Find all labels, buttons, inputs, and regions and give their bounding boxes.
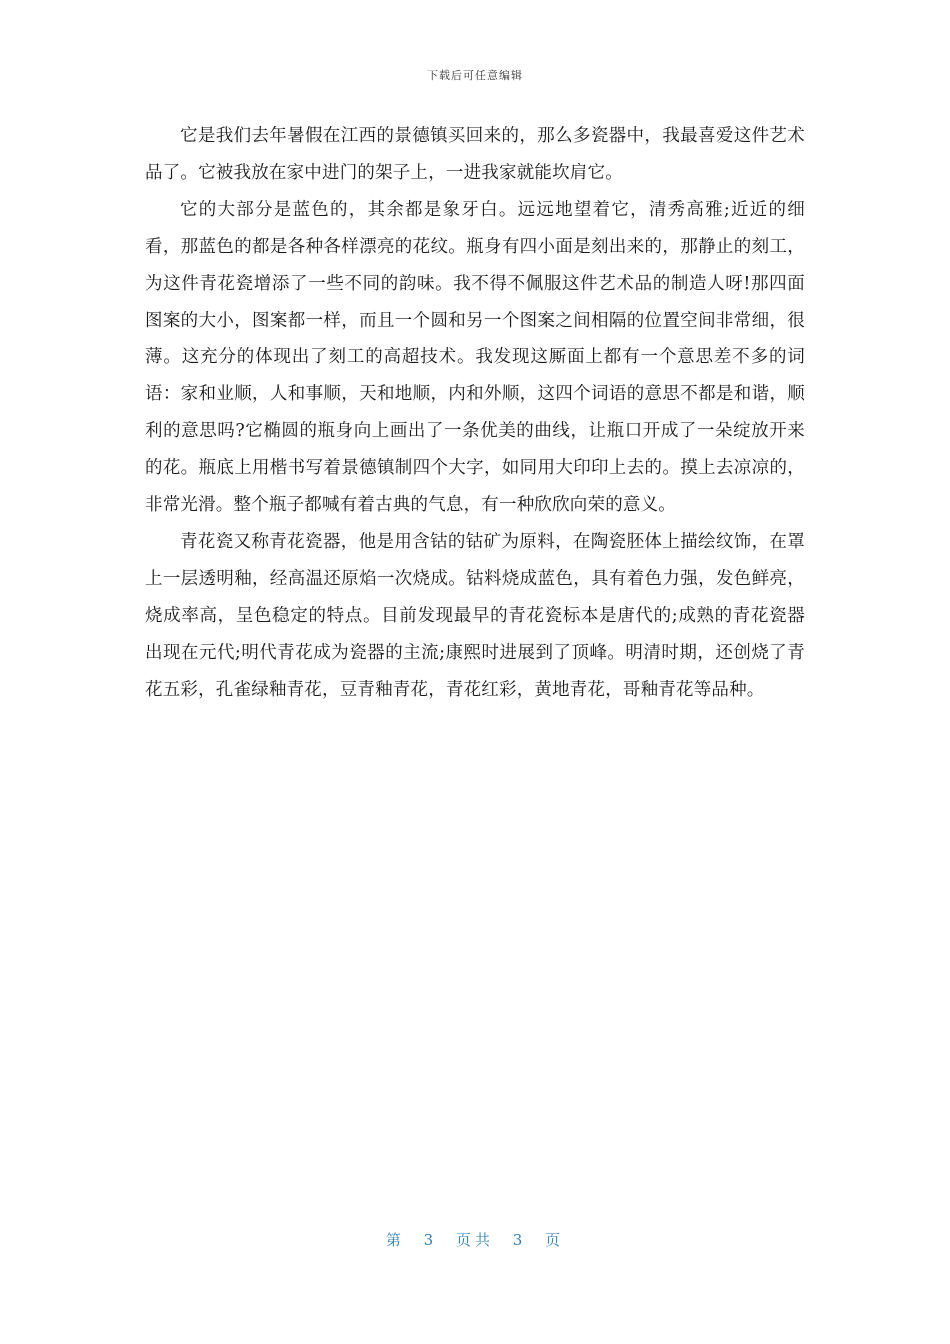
footer-total-pages: 3 <box>512 1231 527 1249</box>
footer-current-page: 3 <box>423 1231 438 1249</box>
footer-label-of: 页共 <box>455 1231 494 1249</box>
page-number-footer <box>0 1229 950 1250</box>
footer-label-end: 页 <box>545 1231 565 1249</box>
footer-label-page: 第 <box>385 1231 405 1249</box>
paragraph: 它的大部分是蓝色的，其余都是象牙白。远远地望着它，清秀高雅;近近的细看，那蓝色的都是各种各样漂亮的花纹。瓶身有四小面是刻出来的，那静止的刻工，为这件青花瓷增添了一些不同的韵味。我不得不佩服这件艺术品的制造人呀!那四面图案的大小，图案都一样，而且一个圆和另一个图案之间相隔的位置空间非常细，很薄。这充分的体现出了刻工的高超技术。我发现这厮面上都有一个意思差不多的词语：家和业顺，人和事顺，天和地顺，内和外顺，这四个词语的意思不都是和谐，顺利的意思吗?它椭圆的瓶身向上画出了一条优美的曲线，让瓶口开成了一朵绽放开来的花。瓶底上用楷书写着景德镇制四个大字，如同用大印印上去的。摸上去凉凉的，非常光滑。整个瓶子都喊有着古典的气息，有一种欣欣向荣的意义。 <box>145 199 805 516</box>
paragraph: 它是我们去年暑假在江西的景德镇买回来的，那么多瓷器中，我最喜爱这件艺术品了。它被我放在家中进门的架子上，一进我家就能坎肩它。 <box>145 126 805 183</box>
paragraph: 青花瓷又称青花瓷器，他是用含钴的钴矿为原料，在陶瓷胚体上描绘纹饰，在罩上一层透明釉，经高温还原焰一次烧成。钴料烧成蓝色，具有着色力强，发色鲜亮，烧成率高，呈色稳定的特点。目前发现最早的青花瓷标本是唐代的;成熟的青花瓷器出现在元代;明代青花成为瓷器的主流;康熙时进展到了顶峰。明清时期，还创烧了青花五彩，孔雀绿釉青花，豆青釉青花，青花红彩，黄地青花，哥釉青花等品种。 <box>145 531 805 700</box>
page-header: 下载后可任意编辑 <box>427 69 523 82</box>
document-body <box>145 118 805 709</box>
